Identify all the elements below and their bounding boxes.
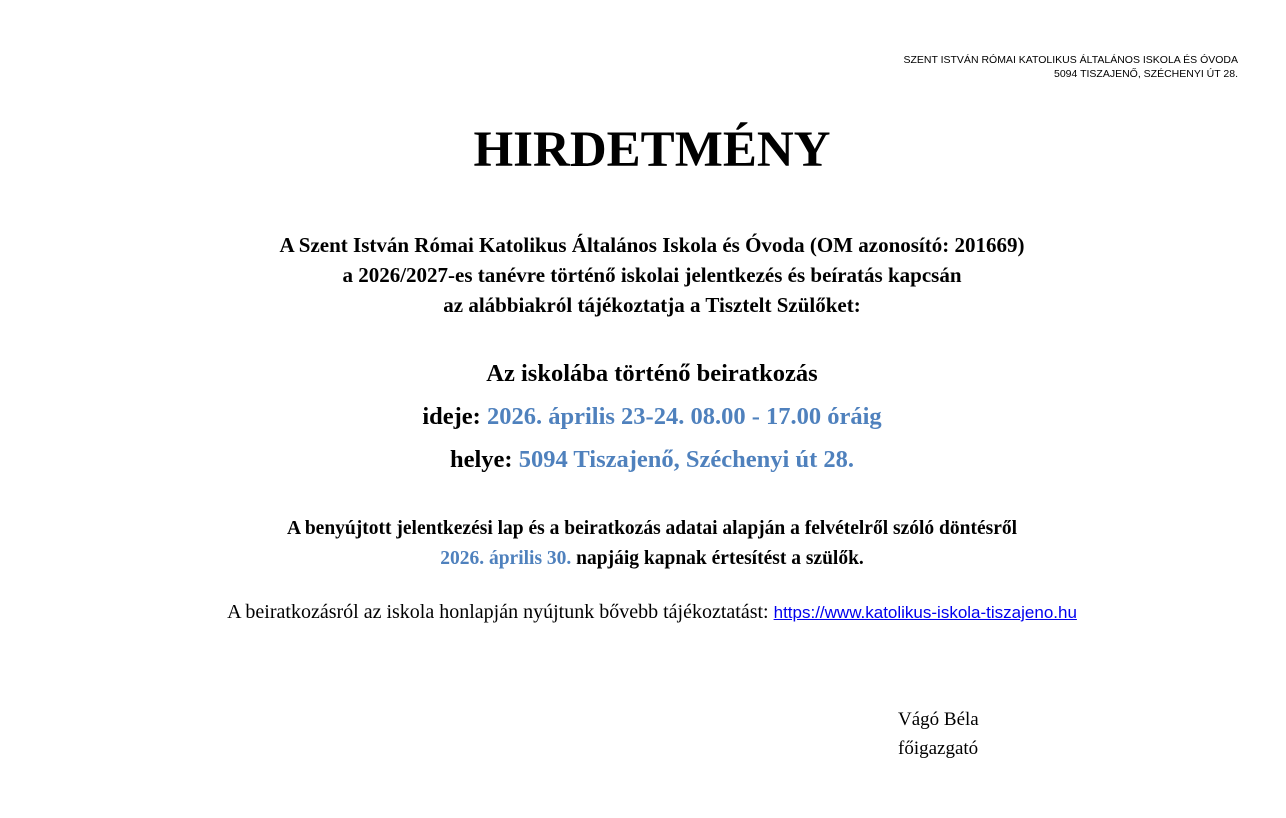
enrollment-place [0,438,1286,481]
website-text: A beiratkozásról az iskola honlapján nyújtunk bővebb tájékoztatást: [227,601,769,623]
time-value: 2026. április 23-24. 08.00 - 17.00 óráig [486,403,882,430]
signer-role: főigazgató [898,738,979,759]
time-label: ideje: [422,403,481,430]
place-value: 5094 Tiszajenő, Széchenyi út 28. [518,446,854,473]
signature-block [898,705,979,763]
decision-line-1: A benyújtott jelentkezési lap és a beiratkozás adatai alapján a felvételről szóló döntésről [286,518,1018,539]
letterhead [903,53,1238,81]
website-link[interactable]: https://www.katolikus-iskola-tiszajeno.hu [773,603,1077,622]
website-info [0,598,1286,627]
intro-line-2: a 2026/2027-es tanévre történő iskolai jelentkezés és beíratás kapcsán [342,263,962,287]
decision-line-2 [0,544,1286,574]
decision-line-2-text: napjáig kapnak értesítést a szülők. [576,548,864,569]
enrollment-section [0,352,1286,481]
school-address: 5094 TISZAJENŐ, SZÉCHENYI ÚT 28. [1053,68,1238,80]
school-name: SZENT ISTVÁN RÓMAI KATOLIKUS ÁLTALÁNOS ISKOLA ÉS ÓVODA [903,54,1238,66]
page-title: HIRDETMÉNY [473,122,831,178]
decision-paragraph [0,514,1286,574]
intro-paragraph [0,230,1286,320]
intro-line-1: A Szent István Római Katolikus Általános Iskola és Óvoda (OM azonosító: 201669) [279,233,1025,257]
enrollment-heading: Az iskolába történő beiratkozás [486,360,818,387]
intro-line-3: az alábbiakról tájékoztatja a Tisztelt Szülőket: [443,293,861,317]
place-label: helye: [449,446,513,473]
decision-date: 2026. április 30. [440,548,572,569]
enrollment-time [0,395,1286,438]
signer-name: Vágó Béla [898,709,979,730]
